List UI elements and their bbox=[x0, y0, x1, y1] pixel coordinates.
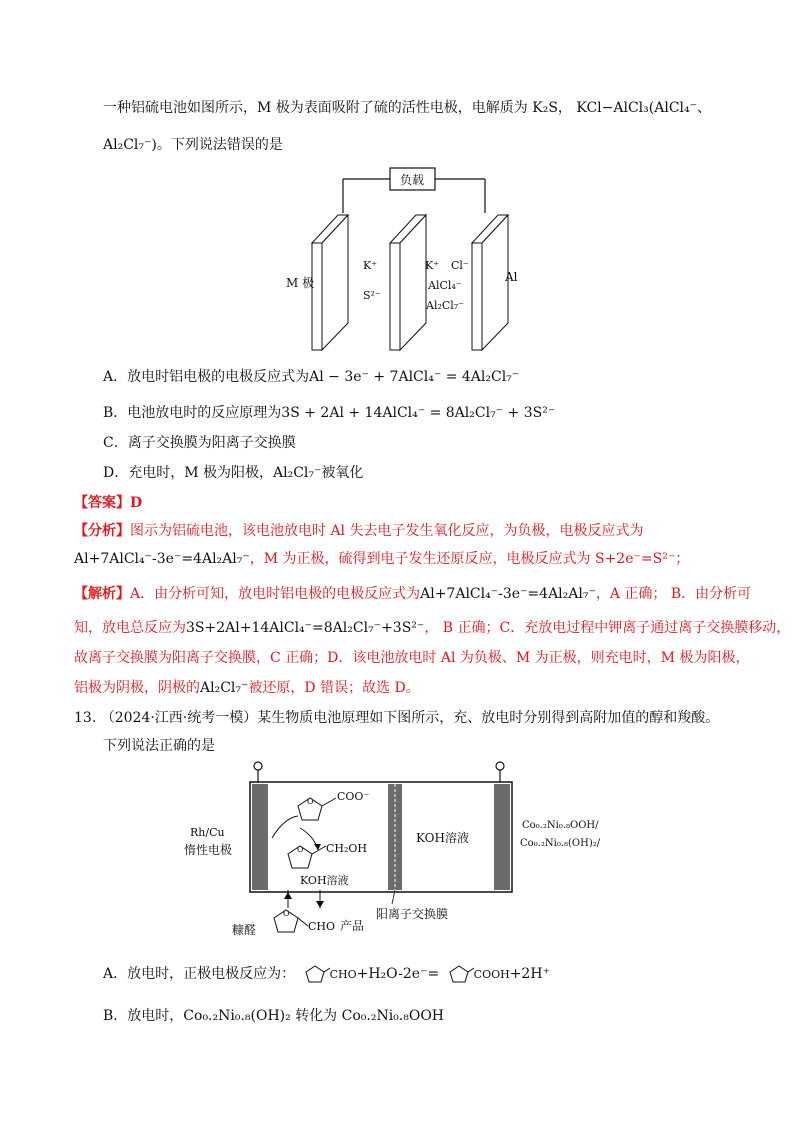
q13-stem-question: 下列说法正确的是 bbox=[103, 738, 215, 754]
q12-al2cl7: Al₂Cl₇⁻ bbox=[103, 137, 152, 153]
right-electrode-label-1: Co₀.₂Ni₀.₈OOH/ bbox=[522, 820, 599, 831]
explain-text-1b: ，A 正确； B．由分析可 bbox=[595, 586, 752, 602]
option-d-tail: 被氧化 bbox=[321, 465, 364, 481]
al2cl7-label: Al₂Cl₇⁻ bbox=[426, 299, 465, 312]
membrane-label: 阳离子交换膜 bbox=[376, 907, 449, 921]
q12-option-a bbox=[103, 367, 519, 387]
q13-option-a-mid: +H₂O-2e⁻= bbox=[356, 966, 440, 982]
option-b-formula: 3S + 2Al + 14AlCl₄⁻ = 8Al₂Cl₇⁻ + 3S²⁻ bbox=[281, 405, 556, 421]
explain-text-4b: 被还原，D 错误；故选 D。 bbox=[248, 680, 420, 696]
q12-analysis-line-2 bbox=[74, 549, 689, 569]
q12-analysis-line-1 bbox=[74, 521, 644, 541]
q13-option-b bbox=[103, 1006, 444, 1026]
explain-formula-4: Al₂Cl₇⁻ bbox=[200, 680, 249, 696]
option-d-formula: Al₂Cl₇⁻ bbox=[273, 465, 322, 481]
explain-label: 【解析】 bbox=[74, 586, 130, 602]
product-label: 产品 bbox=[340, 919, 365, 933]
q12-k2s: K₂S， bbox=[532, 100, 572, 116]
option-a-formula: Al − 3e⁻ + 7AlCl₄⁻ = 4Al₂Cl₇⁻ bbox=[309, 369, 520, 385]
m-electrode-label: M 极 bbox=[286, 276, 315, 290]
q12-answer bbox=[74, 493, 142, 513]
q12-stem-line-2 bbox=[103, 135, 283, 155]
option-a-text: A．放电时铝电极的电极反应式为 bbox=[103, 369, 310, 385]
q13-battery-diagram bbox=[180, 758, 640, 948]
furan-oxygen-1: O bbox=[307, 797, 314, 806]
ch2oh-label: CH₂OH bbox=[326, 842, 368, 855]
answer-value: D bbox=[130, 495, 143, 511]
cl-minus-label: Cl⁻ bbox=[451, 259, 469, 272]
q13-stem-line-1 bbox=[74, 708, 719, 728]
analysis-label: 【分析】 bbox=[74, 523, 130, 539]
right-electrode-label-2: Co₀.₂Ni₀.₈(OH)₂/ bbox=[520, 838, 601, 849]
furfural-label: 糠醛 bbox=[232, 923, 257, 937]
k-plus-2-label: K⁺ bbox=[425, 259, 440, 272]
q13-number: 13. bbox=[74, 710, 97, 726]
furan-ring-icon-2 bbox=[444, 964, 474, 984]
q12-option-d bbox=[103, 463, 363, 483]
k-plus-label: K⁺ bbox=[363, 259, 378, 272]
koh-left-label: KOH溶液 bbox=[300, 874, 349, 887]
q13-option-a-end: +2H⁺ bbox=[509, 966, 550, 982]
rh-cu-label: Rh/Cu bbox=[190, 826, 225, 839]
furan-oxygen-2: O bbox=[297, 845, 304, 854]
q12-option-c bbox=[103, 433, 296, 453]
q12-explain-line-1 bbox=[74, 584, 751, 604]
alcl4-label: AlCl₄⁻ bbox=[428, 279, 462, 292]
q13-stem-text: 某生物质电池原理如下图所示，充、放电时分别得到高附加值的醇和羧酸。 bbox=[257, 710, 720, 726]
answer-label: 【答案】 bbox=[74, 495, 130, 511]
explain-formula-1: Al+7AlCl₄⁻-3e⁻=4Al₂Al₇⁻ bbox=[420, 586, 596, 602]
q13-option-a-cooh: COOH bbox=[473, 968, 510, 981]
explain-text-2a: 知，放电总反应为 bbox=[74, 620, 186, 636]
q13-stem-line-2 bbox=[103, 736, 215, 756]
option-b-text: B．电池放电时的反应原理为 bbox=[103, 405, 282, 421]
inert-electrode-label: 惰性电极 bbox=[184, 843, 233, 857]
furan-ring-icon bbox=[300, 964, 330, 984]
q12-stem-line-1 bbox=[103, 98, 711, 118]
furan-oxygen-3: O bbox=[283, 909, 290, 918]
q13-option-a-cho: CHO bbox=[329, 968, 357, 981]
q12-explain-line-4 bbox=[74, 678, 420, 698]
q12-explain-line-2 bbox=[74, 618, 790, 638]
option-d-text: D．充电时，M 极为阳极， bbox=[103, 465, 274, 481]
q12-battery-diagram bbox=[280, 165, 540, 360]
coo-label: COO⁻ bbox=[337, 790, 370, 803]
q12-option-b bbox=[103, 403, 555, 423]
q12-stem-text: 一种铝硫电池如图所示，M 极为表面吸附了硫的活性电极，电解质为 bbox=[103, 100, 528, 116]
analysis-text-1: 图示为铝硫电池，该电池放电时 Al 失去电子发生氧化反应，为负极，电极反应式为 bbox=[130, 523, 644, 539]
cho-label: CHO bbox=[308, 920, 336, 933]
q13-source: （2024·江西·统考一模） bbox=[100, 710, 258, 726]
option-c-text: C．离子交换膜为阳离子交换膜 bbox=[103, 435, 296, 451]
q12-alcl4: (AlCl₄⁻、 bbox=[648, 100, 712, 116]
q12-explain-line-3 bbox=[74, 648, 749, 668]
load-label: 负载 bbox=[399, 173, 425, 187]
explain-text-4a: 铝极为阴极，阴极的 bbox=[74, 680, 200, 696]
al-electrode-label: Al bbox=[505, 270, 518, 284]
koh-right-label: KOH溶液 bbox=[416, 831, 469, 845]
analysis-formula: Al+7AlCl₄⁻-3e⁻=4Al₂Al₇⁻ bbox=[74, 551, 250, 567]
q13-option-a bbox=[103, 964, 550, 985]
q12-stem-question: )。下列说法错误的是 bbox=[151, 137, 283, 153]
q13-option-a-text: A．放电时，正极电极反应为： bbox=[103, 966, 296, 982]
q12-kcl-alcl3: KCl−AlCl₃ bbox=[576, 100, 649, 116]
q13-option-b-text: B．放电时， bbox=[103, 1008, 184, 1024]
explain-formula-2: 3S+2Al+14AlCl₄⁻=8Al₂Cl₇⁻+3S²⁻ bbox=[186, 620, 425, 636]
explain-text-1a: A．由分析可知，放电时铝电极的电极反应式为 bbox=[130, 586, 421, 602]
q13-option-b-formula: Co₀.₂Ni₀.₈(OH)₂ 转化为 Co₀.₂Ni₀.₈OOH bbox=[183, 1008, 445, 1024]
s2-minus-label: S²⁻ bbox=[363, 289, 381, 302]
explain-text-3: 故离子交换膜为阳离子交换膜，C 正确；D．该电池放电时 Al 为负极、M 为正极，则充电时，M 极为阳极， bbox=[74, 650, 750, 666]
explain-text-2b: ， B 正确；C．充放电过程中钾离子通过离子交换膜移动， bbox=[424, 620, 791, 636]
analysis-text-2: ，M 为正极，硫得到电子发生还原反应，电极反应式为 S+2e⁻=S²⁻； bbox=[249, 551, 690, 567]
